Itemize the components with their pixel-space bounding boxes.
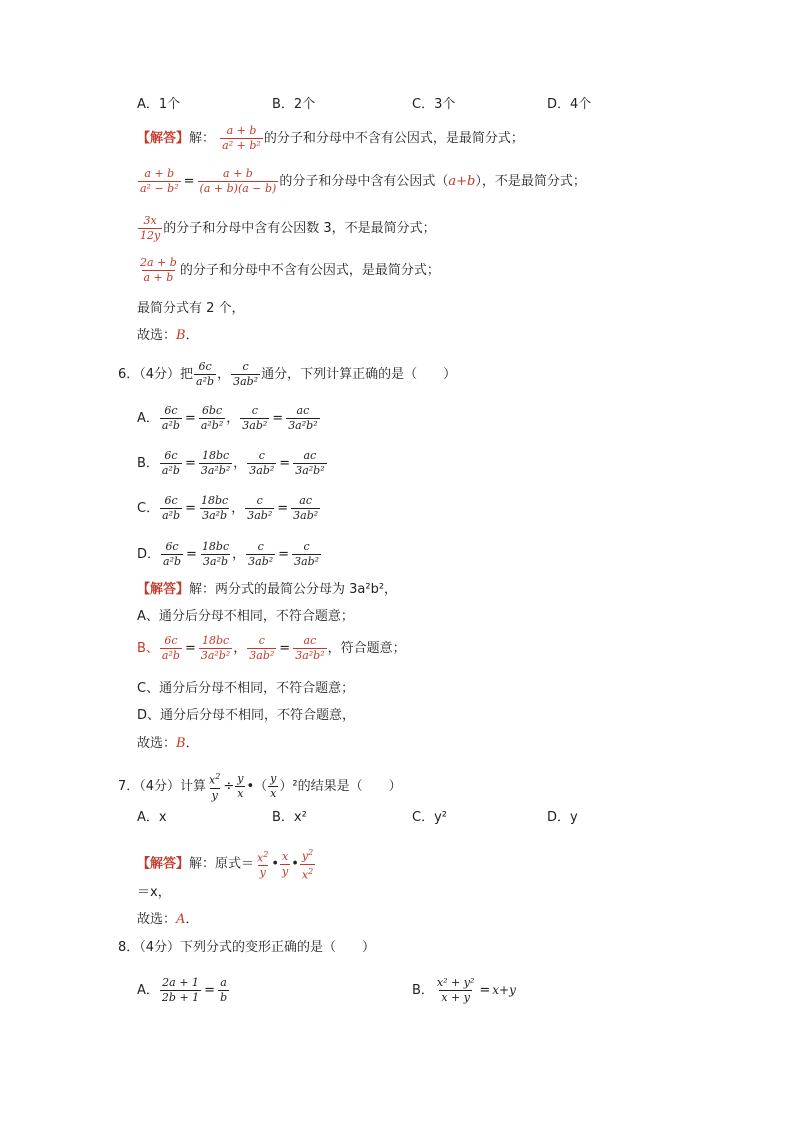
fraction: $\frac{a + b}{\text{a² + b²}}$ [222,124,261,152]
q6-option-b: B． $\frac{6c}{\text{a²b}}$ = $\frac{18bc}{\text{3a²b²}}$ ， $\frac{c}{\text{3ab²}}$ = $\frac{ac}{\text{3a²b²}}$ [137,449,325,477]
q7-option-b: B．x² [272,810,307,825]
answer-tag: 【解答】 [137,131,190,146]
q7-option-d: D．y [547,810,578,825]
fraction: $\frac{a + b}{(a + b)(a - b)}$ [199,167,277,195]
solution-prefix: 解： [189,131,216,146]
q6-solution-c: C、通分后分母不相同，不符合题意； [137,681,355,696]
q7-option-c: C．y² [412,810,447,825]
fraction: $\frac{3x}{12y}$ [140,214,161,242]
q8-option-a: A． $\frac{2a + 1}{2b + 1}$ = $\frac{a}{b}$ [137,976,228,1004]
q5-solution-line-1 [137,124,524,153]
q7-option-a: A．x [137,810,167,825]
solution-text: 的分子和分母中不含有公因式，是最简分式； [179,263,440,278]
q8-option-b: B． $\frac{\text{x² + y²}}{x + y}$ = x+y [412,976,516,1004]
q6-option-a: A． $\frac{6c}{\text{a²b}}$ = $\frac{6bc}{\text{a²b²}}$ ， $\frac{c}{\text{3ab²}}$ = $\frac{ac}{\text{3a²b²}}$ [137,404,318,432]
q7-solution: 【解答】解：原式＝ $\frac{x^2}{y}$ • $\frac{x}{y}$ • $\frac{y^2}{x^2}$ [137,848,314,882]
q5-solution-line-2: $\frac{a + b}{\text{a² − b²}}$ = $\frac{a + b}{(a + b)(a - b)}$ 的分子和分母中含有公因式（a+b），不是最简分式； [140,167,586,195]
solution-text: 的分子和分母中含有公因式（ [279,174,449,189]
fraction: $\frac{6c}{\text{a²b}}$ [196,360,215,388]
q8-stem: 8．（4分）下列分式的变形正确的是（ ） [118,940,376,955]
q7-stem: 7．（4分）计算 $\frac{x^2}{y}$ ÷ $\frac{y}{x}$ •（ $\frac{y}{x}$ ）²的结果是（ ） [118,771,402,802]
common-factor: a+b [448,174,476,189]
solution-text: 的分子和分母中不含有公因式，是最简分式； [263,131,524,146]
q6-option-c: C． $\frac{6c}{\text{a²b}}$ = $\frac{18bc}{\text{3a²b}}$ ， $\frac{c}{\text{3ab²}}$ = $\frac{ac}{\text{3ab²}}$ [137,494,319,522]
q6-solution-b: B、 $\frac{6c}{\text{a²b}}$ = $\frac{18bc}{\text{3a²b²}}$ ， $\frac{c}{\text{3ab²}}$ = $\frac{ac}{\text{3a²b²}}$ ，符合题意； [137,634,406,662]
q5-option-d: D．4个 [547,97,592,112]
fraction: $\frac{2a + b}{a + b}$ [140,256,177,284]
fraction: $\frac{c}{\text{3ab²}}$ [233,360,259,388]
fraction: $\frac{a + b}{\text{a² − b²}}$ [140,167,179,195]
solution-text: ），不是最简分式； [475,174,586,189]
q5-option-c: C．3个 [412,97,456,112]
q7-result: ＝x， [137,885,171,900]
q6-solution-a: A、通分后分母不相同，不符合题意； [137,609,354,624]
q6-solution-line-1: 【解答】解：两分式的最简公分母为 3a²b²， [137,582,398,597]
solution-text: 的分子和分母中含有公因数 3，不是最简分式； [163,221,436,236]
q6-solution-d: D、通分后分母不相同，不符合题意， [137,708,356,723]
q5-count: 最简分式有 2 个， [137,301,245,316]
q5-option-b: B．2个 [272,97,316,112]
q7-choice: 故选：A． [137,912,199,927]
q5-option-a: A．1个 [137,97,181,112]
q6-option-d: D． $\frac{6c}{\text{a²b}}$ = $\frac{18bc}{\text{3a²b}}$ ， $\frac{c}{\text{3ab²}}$ = $\frac{c}{\text{3ab²}}$ [137,540,320,568]
q5-solution-line-4 [137,256,440,285]
q6-choice: 故选：B． [137,736,199,751]
q6-stem: 6．（4分）把 $\frac{6c}{\text{a²b}}$ ， $\frac{c}{\text{3ab²}}$ 通分，下列计算正确的是（ ） [118,360,457,388]
q5-choice: 故选：B． [137,328,199,343]
q5-solution-line-3 [137,214,436,243]
